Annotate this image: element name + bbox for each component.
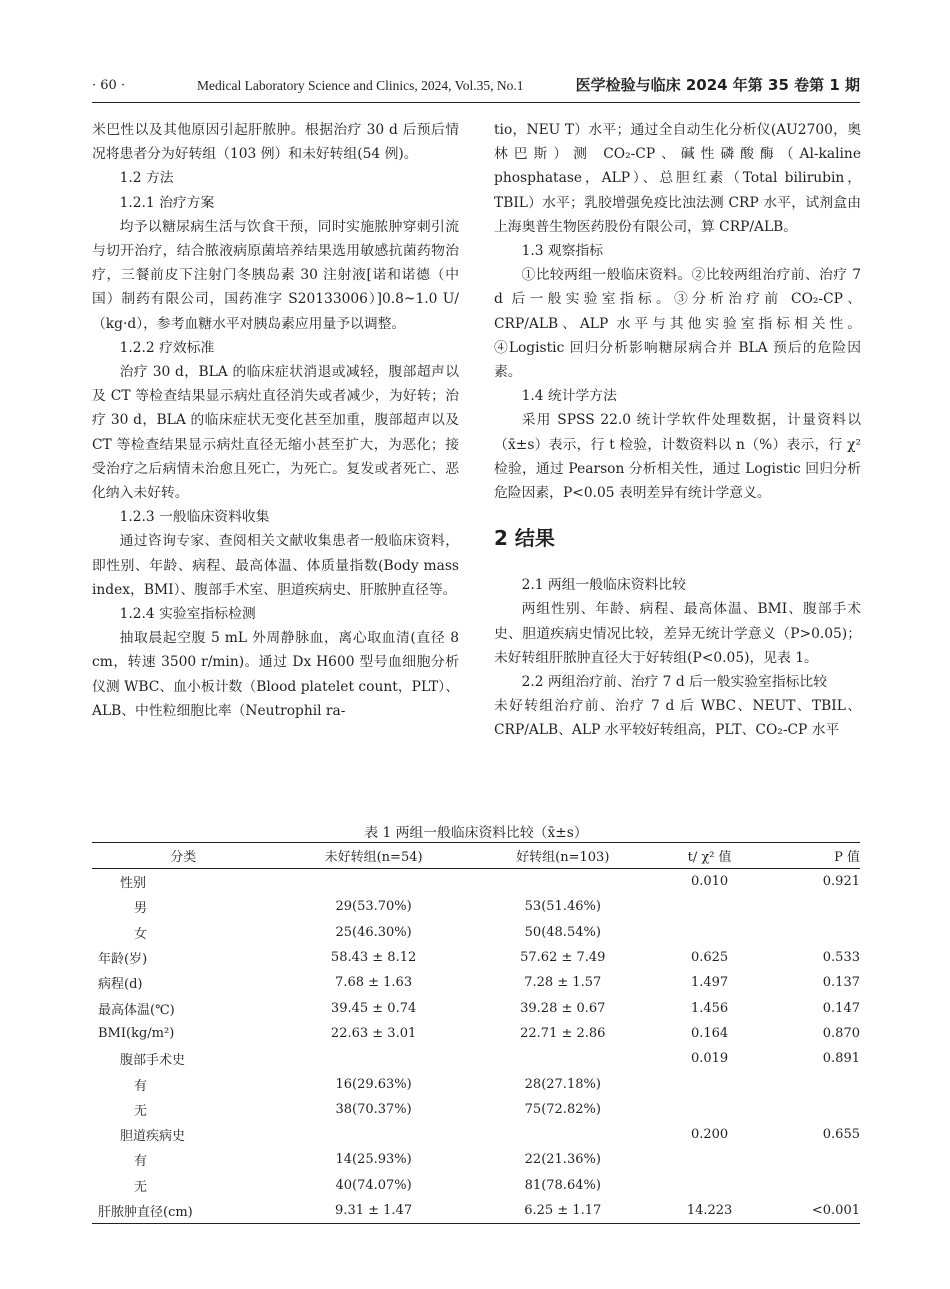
cell-stat: 1.456	[690, 1000, 729, 1016]
heading-1-3: 1.3 观察指标	[521, 243, 604, 260]
heading-2-results: 2 结果	[494, 526, 555, 551]
cell-stat	[653, 920, 767, 945]
cell-category: 病程(d)	[98, 977, 143, 993]
page-number: · 60 ·	[92, 78, 126, 93]
table-row	[92, 1147, 860, 1172]
cell-improved: 28(27.18%)	[524, 1076, 601, 1092]
cell-improved: 7.28 ± 1.57	[524, 975, 602, 991]
cell-p	[766, 1071, 860, 1096]
table-row	[92, 1021, 860, 1046]
paragraph-lab-continued: tio，NEU T）水平；通过全自动生化分析仪(AU2700，奥林巴斯）测 CO₂-CP、碱性磷酸酶（Al-kaline phosphatase，ALP）、总胆红素（Total bilirubin，TBIL）水平；乳胶增强免疫比浊法测 CRP 水平，试剂盒由上海奥普生物医药股份有限公司，算 CRP/ALB。	[494, 122, 861, 235]
cell-improved: 75(72.82%)	[524, 1101, 601, 1117]
paragraph-criteria: 治疗 30 d，BLA 的临床症状消退或减轻，腹部超声以及 CT 等检查结果显示病灶直径消失或者减少，为好转；治疗 30 d，BLA 的临床症状无变化甚至加重，腹部超声以及 CT 等检查结果显示病灶直径无缩小甚至扩大，为恶化；接受治疗之后病情未治愈且死亡，为死亡。复发或者死亡、恶化纳入未好转。	[92, 364, 459, 502]
left-column	[92, 118, 459, 723]
cell-category: 无	[134, 1103, 148, 1119]
cell-p: 0.891	[822, 1051, 860, 1067]
cell-improved: 50(48.54%)	[524, 924, 601, 940]
heading-1-4: 1.4 统计学方法	[521, 388, 617, 405]
heading-2-1: 2.1 两组一般临床资料比较	[521, 577, 686, 594]
cell-stat	[653, 1097, 767, 1122]
table-row	[92, 995, 860, 1020]
heading-1-2-2: 1.2.2 疗效标准	[119, 339, 215, 356]
paragraph-2-1: 两组性别、年龄、病程、最高体温、BMI、腹部手术史、胆道疾病史情况比较，差异无统计学意义（P>0.05)；未好转组肝脓肿直径大于好转组(P<0.05)，见表 1。	[494, 601, 861, 666]
table-row	[92, 1097, 860, 1122]
cell-p: 0.921	[822, 874, 860, 890]
cell-stat: 1.497	[690, 975, 729, 991]
table-row	[92, 894, 860, 919]
cell-p: 0.870	[822, 1025, 860, 1041]
page-header	[92, 74, 860, 98]
table-row	[92, 945, 860, 970]
cell-category: 肝脓肿直径(cm)	[92, 1198, 274, 1224]
table-row	[92, 1122, 860, 1147]
cell-category: 腹部手术史	[120, 1053, 186, 1069]
cell-p	[766, 1147, 860, 1172]
table-caption: 表 1 两组一般临床资料比较（x̄±s）	[364, 825, 588, 841]
table-row	[92, 920, 860, 945]
table-row	[92, 869, 860, 895]
heading-1-2-1: 1.2.1 治疗方案	[119, 194, 215, 211]
table-row	[92, 1173, 860, 1198]
cell-not-improved: 58.43 ± 8.12	[330, 950, 417, 966]
cell-stat: 14.223	[653, 1198, 767, 1224]
cell-improved: 6.25 ± 1.17	[473, 1198, 653, 1224]
cell-not-improved	[274, 1046, 472, 1071]
heading-1-2-3: 1.2.3 一般临床资料收集	[119, 509, 270, 526]
cell-improved	[473, 1122, 653, 1147]
cell-category: 性别	[120, 876, 147, 892]
cell-improved: 39.28 ± 0.67	[520, 1000, 606, 1016]
cell-p	[766, 1173, 860, 1198]
cell-p	[766, 894, 860, 919]
paragraph-observe: ①比较两组一般临床资料。②比较两组治疗前、治疗 7 d 后一般实验室指标。③分析治疗前 CO₂-CP、CRP/ALB、ALP 水平与其他实验室指标相关性。④Logistic 回归分析影响糖尿病合并 BLA 预后的危险因素。	[494, 267, 861, 381]
cell-category: 最高体温(℃)	[98, 1002, 175, 1018]
table-row	[92, 970, 860, 995]
cell-improved: 57.62 ± 7.49	[520, 950, 606, 966]
cell-not-improved: 25(46.30%)	[335, 924, 412, 940]
paragraph-treatment: 均予以糖尿病生活与饮食干预，同时实施脓肿穿刺引流与切开治疗，结合脓液病原菌培养结果选用敏感抗菌药物治疗，三餐前皮下注射门冬胰岛素 30 注射液[诺和诺德（中国）制药有限公司，国药准字 S20133006）]0.8~1.0 U/（kg·d），参考血糖水平对胰岛素应用量予以调整。	[92, 218, 459, 332]
cell-p	[766, 920, 860, 945]
cell-stat: 0.200	[690, 1127, 729, 1143]
col-header-p: P 值	[766, 843, 860, 869]
cell-improved: 53(51.46%)	[524, 899, 601, 915]
cell-category: 有	[134, 1154, 148, 1170]
cell-improved	[473, 869, 653, 895]
cell-not-improved: 9.31 ± 1.47	[274, 1198, 472, 1224]
cell-not-improved: 14(25.93%)	[335, 1152, 412, 1168]
heading-1-2-4: 1.2.4 实验室指标检测	[119, 606, 256, 623]
col-header-stat: t/ χ² 值	[653, 843, 767, 869]
heading-1-2: 1.2 方法	[119, 170, 174, 187]
cell-improved: 81(78.64%)	[524, 1177, 601, 1193]
cell-stat	[653, 1147, 767, 1172]
cell-not-improved: 38(70.37%)	[335, 1101, 412, 1117]
paragraph-2-2: 未好转组治疗前、治疗 7 d 后 WBC、NEUT、TBIL、CRP/ALB、ALP 水平较好转组高，PLT、CO₂-CP 水平	[494, 698, 861, 739]
cell-category: 无	[134, 1179, 148, 1195]
cell-stat	[653, 1173, 767, 1198]
cell-improved	[473, 1046, 653, 1071]
col-header-improved: 好转组(n=103)	[473, 843, 653, 869]
cell-not-improved: 29(53.70%)	[335, 899, 412, 915]
cell-p	[766, 1097, 860, 1122]
cell-p: 0.147	[822, 1000, 860, 1016]
table-row	[92, 1071, 860, 1096]
cell-category: 男	[134, 901, 148, 917]
table-header-row	[92, 843, 860, 869]
cell-category: 女	[134, 926, 148, 942]
cell-not-improved	[274, 1122, 472, 1147]
cell-not-improved: 7.68 ± 1.63	[335, 975, 413, 991]
cell-not-improved: 22.63 ± 3.01	[330, 1025, 417, 1041]
table-1	[92, 842, 860, 1224]
cell-stat: 0.164	[690, 1025, 729, 1041]
cell-category: 胆道疾病史	[120, 1129, 186, 1145]
cell-p: 0.137	[822, 975, 860, 991]
paragraph-collect: 通过咨询专家、查阅相关文献收集患者一般临床资料，即性别、年龄、病程、最高体温、体质量指数(Body mass index，BMI）、腹部手术室、胆道疾病史、肝脓肿直径等。	[92, 533, 459, 598]
table-row	[92, 1046, 860, 1071]
header-rule	[92, 102, 860, 103]
cell-improved: 22(21.36%)	[524, 1152, 601, 1168]
cell-p: <0.001	[766, 1198, 860, 1224]
cell-stat: 0.625	[690, 950, 729, 966]
cell-improved: 22.71 ± 2.86	[520, 1025, 606, 1041]
cell-stat	[653, 1071, 767, 1096]
table-row	[92, 1198, 860, 1224]
cell-not-improved: 40(74.07%)	[335, 1177, 412, 1193]
cell-stat: 0.019	[690, 1051, 729, 1067]
cell-category: 有	[134, 1078, 148, 1094]
cell-stat	[653, 894, 767, 919]
cell-not-improved	[274, 869, 472, 895]
cell-category: 年龄(岁)	[98, 952, 148, 968]
journal-title-en: Medical Laboratory Science and Clinics, 2024, Vol.35, No.1	[197, 78, 524, 93]
paragraph-lab: 抽取晨起空腹 5 mL 外周静脉血，离心取血清(直径 8 cm，转速 3500 r/min)。通过 Dx H600 型号血细胞分析仪测 WBC、血小板计数（Blood platelet count，PLT）、ALB、中性粒细胞比率（Neutrophil ra-	[92, 630, 459, 719]
cell-not-improved: 16(29.63%)	[335, 1076, 412, 1092]
journal-title-cn: 医学检验与临床 2024 年第 35 卷第 1 期	[575, 76, 860, 94]
cell-not-improved: 39.45 ± 0.74	[330, 1000, 417, 1016]
cell-category: BMI(kg/m²)	[98, 1025, 175, 1041]
col-header-category: 分类	[92, 843, 274, 869]
heading-2-2: 2.2 两组治疗前、治疗 7 d 后一般实验室指标比较	[521, 674, 828, 691]
col-header-not-improved: 未好转组(n=54)	[274, 843, 472, 869]
cell-p: 0.655	[822, 1127, 860, 1143]
cell-stat: 0.010	[690, 874, 729, 890]
cell-p: 0.533	[822, 950, 860, 966]
paragraph-stats: 采用 SPSS 22.0 统计学软件处理数据，计量资料以（x̄±s）表示，行 t 检验，计数资料以 n（%）表示，行 χ² 检验，通过 Pearson 分析相关性，通过 Logistic 回归分析危险因素，P<0.05 表明差异有统计学意义。	[494, 412, 861, 502]
paragraph-grouping: 米巴性以及其他原因引起肝脓肿。根据治疗 30 d 后预后情况将患者分为好转组（103 例）和未好转组(54 例)。	[92, 122, 459, 163]
right-column	[494, 118, 861, 743]
